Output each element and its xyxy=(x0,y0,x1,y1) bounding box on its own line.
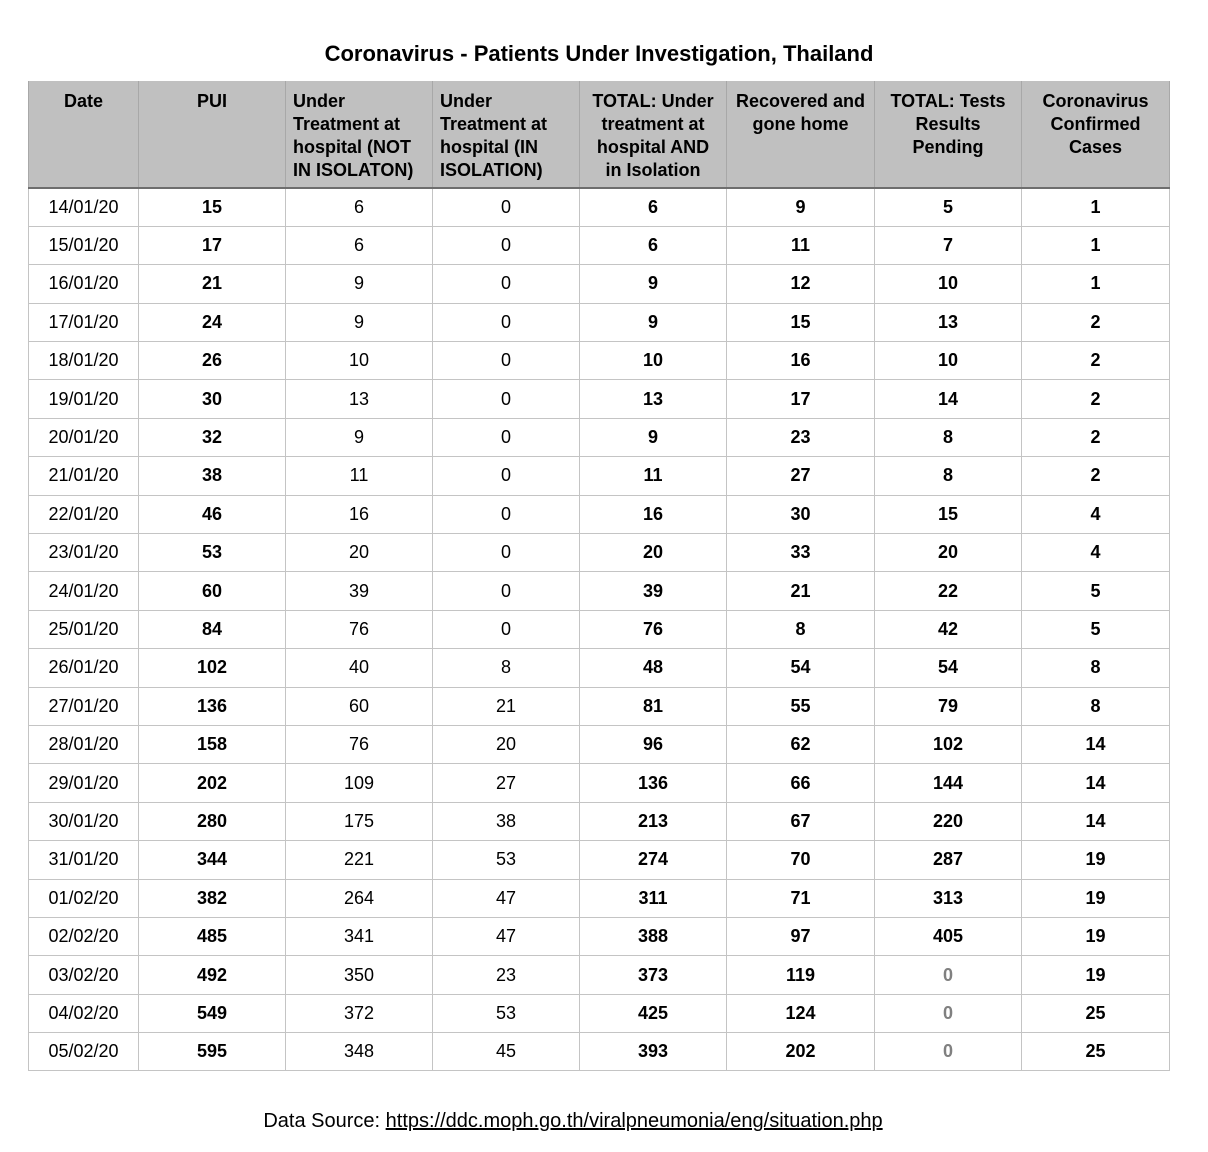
cell-total-treatment: 20 xyxy=(580,534,727,572)
cell-pui: 21 xyxy=(139,265,286,303)
table-row xyxy=(29,649,1170,687)
cell-pending: 144 xyxy=(875,764,1022,802)
cell-confirmed: 2 xyxy=(1022,303,1170,341)
cell-recovered: 12 xyxy=(727,265,875,303)
cell-confirmed: 2 xyxy=(1022,457,1170,495)
column-header-recovered: Recovered and gone home xyxy=(727,81,875,188)
table-row xyxy=(29,495,1170,533)
cell-date: 19/01/20 xyxy=(29,380,139,418)
cell-pui: 485 xyxy=(139,917,286,955)
cell-isolation: 0 xyxy=(433,303,580,341)
cell-pending: 0 xyxy=(875,1033,1022,1071)
cell-not-isolation: 341 xyxy=(286,917,433,955)
cell-total-treatment: 274 xyxy=(580,841,727,879)
cell-isolation: 0 xyxy=(433,495,580,533)
cell-not-isolation: 76 xyxy=(286,725,433,763)
cell-pui: 53 xyxy=(139,534,286,572)
data-source-label: Data Source: xyxy=(263,1110,386,1132)
cell-pui: 595 xyxy=(139,1033,286,1071)
column-header-pending: TOTAL: Tests Results Pending xyxy=(875,81,1022,188)
table-row xyxy=(29,687,1170,725)
cell-recovered: 67 xyxy=(727,802,875,840)
cell-date: 31/01/20 xyxy=(29,841,139,879)
cell-total-treatment: 48 xyxy=(580,649,727,687)
cell-total-treatment: 81 xyxy=(580,687,727,725)
cell-isolation: 0 xyxy=(433,534,580,572)
column-header-isolation: Under Treatment at hospital (IN ISOLATION) xyxy=(433,81,580,188)
cell-confirmed: 2 xyxy=(1022,380,1170,418)
cell-pui: 280 xyxy=(139,802,286,840)
cell-pui: 136 xyxy=(139,687,286,725)
cell-total-treatment: 11 xyxy=(580,457,727,495)
cell-pui: 492 xyxy=(139,956,286,994)
cell-not-isolation: 348 xyxy=(286,1033,433,1071)
cell-confirmed: 8 xyxy=(1022,687,1170,725)
cell-confirmed: 25 xyxy=(1022,1033,1170,1071)
cell-isolation: 0 xyxy=(433,457,580,495)
cell-pui: 102 xyxy=(139,649,286,687)
table-row xyxy=(29,1033,1170,1071)
cell-pending: 0 xyxy=(875,956,1022,994)
cell-isolation: 38 xyxy=(433,802,580,840)
cell-pending: 8 xyxy=(875,457,1022,495)
cell-pui: 46 xyxy=(139,495,286,533)
cell-confirmed: 5 xyxy=(1022,610,1170,648)
cell-total-treatment: 136 xyxy=(580,764,727,802)
cell-pending: 20 xyxy=(875,534,1022,572)
cell-pending: 54 xyxy=(875,649,1022,687)
cell-confirmed: 1 xyxy=(1022,188,1170,226)
data-table xyxy=(28,81,1170,1071)
cell-pending: 220 xyxy=(875,802,1022,840)
cell-pending: 14 xyxy=(875,380,1022,418)
cell-total-treatment: 311 xyxy=(580,879,727,917)
cell-confirmed: 19 xyxy=(1022,879,1170,917)
cell-recovered: 11 xyxy=(727,226,875,264)
cell-not-isolation: 175 xyxy=(286,802,433,840)
cell-not-isolation: 76 xyxy=(286,610,433,648)
cell-recovered: 15 xyxy=(727,303,875,341)
cell-recovered: 119 xyxy=(727,956,875,994)
table-row xyxy=(29,342,1170,380)
cell-total-treatment: 6 xyxy=(580,226,727,264)
cell-isolation: 47 xyxy=(433,879,580,917)
cell-isolation: 27 xyxy=(433,764,580,802)
cell-pending: 15 xyxy=(875,495,1022,533)
cell-recovered: 202 xyxy=(727,1033,875,1071)
cell-total-treatment: 393 xyxy=(580,1033,727,1071)
cell-total-treatment: 9 xyxy=(580,418,727,456)
cell-pui: 60 xyxy=(139,572,286,610)
cell-pending: 10 xyxy=(875,265,1022,303)
cell-total-treatment: 373 xyxy=(580,956,727,994)
table-row xyxy=(29,879,1170,917)
cell-recovered: 16 xyxy=(727,342,875,380)
table-body xyxy=(29,188,1170,1071)
cell-not-isolation: 350 xyxy=(286,956,433,994)
cell-recovered: 8 xyxy=(727,610,875,648)
cell-pui: 26 xyxy=(139,342,286,380)
cell-date: 01/02/20 xyxy=(29,879,139,917)
cell-recovered: 71 xyxy=(727,879,875,917)
cell-not-isolation: 9 xyxy=(286,418,433,456)
cell-pui: 15 xyxy=(139,188,286,226)
cell-not-isolation: 11 xyxy=(286,457,433,495)
cell-not-isolation: 264 xyxy=(286,879,433,917)
cell-total-treatment: 425 xyxy=(580,994,727,1032)
column-header-pui: PUI xyxy=(139,81,286,188)
cell-not-isolation: 109 xyxy=(286,764,433,802)
cell-confirmed: 5 xyxy=(1022,572,1170,610)
cell-confirmed: 19 xyxy=(1022,841,1170,879)
cell-pending: 5 xyxy=(875,188,1022,226)
data-source xyxy=(0,1108,1146,1134)
cell-isolation: 53 xyxy=(433,994,580,1032)
table-row xyxy=(29,534,1170,572)
cell-date: 04/02/20 xyxy=(29,994,139,1032)
table-row xyxy=(29,303,1170,341)
cell-pending: 10 xyxy=(875,342,1022,380)
cell-isolation: 45 xyxy=(433,1033,580,1071)
cell-total-treatment: 6 xyxy=(580,188,727,226)
cell-recovered: 97 xyxy=(727,917,875,955)
cell-date: 22/01/20 xyxy=(29,495,139,533)
cell-total-treatment: 9 xyxy=(580,303,727,341)
table-row xyxy=(29,188,1170,226)
cell-isolation: 0 xyxy=(433,265,580,303)
cell-confirmed: 4 xyxy=(1022,534,1170,572)
cell-pui: 549 xyxy=(139,994,286,1032)
cell-date: 03/02/20 xyxy=(29,956,139,994)
cell-date: 05/02/20 xyxy=(29,1033,139,1071)
cell-not-isolation: 60 xyxy=(286,687,433,725)
cell-pending: 405 xyxy=(875,917,1022,955)
column-header-not-isolation: Under Treatment at hospital (NOT IN ISOLATON) xyxy=(286,81,433,188)
cell-not-isolation: 221 xyxy=(286,841,433,879)
table-row xyxy=(29,917,1170,955)
cell-not-isolation: 10 xyxy=(286,342,433,380)
cell-recovered: 30 xyxy=(727,495,875,533)
table-row xyxy=(29,418,1170,456)
cell-pui: 344 xyxy=(139,841,286,879)
cell-pui: 30 xyxy=(139,380,286,418)
cell-pui: 24 xyxy=(139,303,286,341)
cell-total-treatment: 9 xyxy=(580,265,727,303)
cell-pending: 79 xyxy=(875,687,1022,725)
cell-pui: 202 xyxy=(139,764,286,802)
cell-confirmed: 1 xyxy=(1022,226,1170,264)
cell-not-isolation: 9 xyxy=(286,265,433,303)
table-row xyxy=(29,725,1170,763)
cell-pui: 32 xyxy=(139,418,286,456)
cell-pending: 287 xyxy=(875,841,1022,879)
cell-recovered: 54 xyxy=(727,649,875,687)
cell-date: 21/01/20 xyxy=(29,457,139,495)
column-header-total-treatment: TOTAL: Under treatment at hospital AND in Isolation xyxy=(580,81,727,188)
cell-pui: 382 xyxy=(139,879,286,917)
cell-date: 15/01/20 xyxy=(29,226,139,264)
cell-total-treatment: 10 xyxy=(580,342,727,380)
table-row xyxy=(29,764,1170,802)
cell-pending: 102 xyxy=(875,725,1022,763)
cell-isolation: 0 xyxy=(433,610,580,648)
cell-confirmed: 19 xyxy=(1022,917,1170,955)
cell-date: 02/02/20 xyxy=(29,917,139,955)
cell-pending: 0 xyxy=(875,994,1022,1032)
cell-total-treatment: 13 xyxy=(580,380,727,418)
table-row xyxy=(29,265,1170,303)
cell-date: 14/01/20 xyxy=(29,188,139,226)
cell-confirmed: 1 xyxy=(1022,265,1170,303)
cell-isolation: 21 xyxy=(433,687,580,725)
cell-recovered: 70 xyxy=(727,841,875,879)
cell-confirmed: 2 xyxy=(1022,342,1170,380)
cell-date: 16/01/20 xyxy=(29,265,139,303)
cell-total-treatment: 213 xyxy=(580,802,727,840)
cell-total-treatment: 388 xyxy=(580,917,727,955)
cell-isolation: 47 xyxy=(433,917,580,955)
cell-pending: 22 xyxy=(875,572,1022,610)
cell-date: 18/01/20 xyxy=(29,342,139,380)
cell-not-isolation: 39 xyxy=(286,572,433,610)
cell-date: 28/01/20 xyxy=(29,725,139,763)
cell-confirmed: 4 xyxy=(1022,495,1170,533)
cell-recovered: 21 xyxy=(727,572,875,610)
page-title: Coronavirus - Patients Under Investigation, Thailand xyxy=(324,41,874,66)
cell-confirmed: 19 xyxy=(1022,956,1170,994)
cell-recovered: 66 xyxy=(727,764,875,802)
table-row xyxy=(29,956,1170,994)
cell-recovered: 124 xyxy=(727,994,875,1032)
cell-date: 24/01/20 xyxy=(29,572,139,610)
column-header-date: Date xyxy=(29,81,139,188)
cell-date: 30/01/20 xyxy=(29,802,139,840)
cell-recovered: 62 xyxy=(727,725,875,763)
cell-pending: 13 xyxy=(875,303,1022,341)
cell-isolation: 23 xyxy=(433,956,580,994)
cell-not-isolation: 9 xyxy=(286,303,433,341)
cell-pui: 17 xyxy=(139,226,286,264)
cell-not-isolation: 372 xyxy=(286,994,433,1032)
cell-isolation: 0 xyxy=(433,418,580,456)
cell-recovered: 23 xyxy=(727,418,875,456)
table-row xyxy=(29,572,1170,610)
cell-date: 17/01/20 xyxy=(29,303,139,341)
cell-isolation: 8 xyxy=(433,649,580,687)
cell-pui: 158 xyxy=(139,725,286,763)
cell-isolation: 0 xyxy=(433,188,580,226)
cell-recovered: 27 xyxy=(727,457,875,495)
cell-confirmed: 25 xyxy=(1022,994,1170,1032)
cell-confirmed: 14 xyxy=(1022,725,1170,763)
cell-date: 26/01/20 xyxy=(29,649,139,687)
data-source-link[interactable]: https://ddc.moph.go.th/viralpneumonia/eng/situation.php xyxy=(385,1110,883,1132)
table-row xyxy=(29,457,1170,495)
cell-recovered: 17 xyxy=(727,380,875,418)
table-row xyxy=(29,226,1170,264)
cell-isolation: 0 xyxy=(433,380,580,418)
cell-pending: 7 xyxy=(875,226,1022,264)
cell-isolation: 20 xyxy=(433,725,580,763)
header-row xyxy=(29,81,1170,188)
cell-pending: 8 xyxy=(875,418,1022,456)
cell-not-isolation: 6 xyxy=(286,188,433,226)
cell-not-isolation: 6 xyxy=(286,226,433,264)
cell-date: 23/01/20 xyxy=(29,534,139,572)
cell-date: 25/01/20 xyxy=(29,610,139,648)
cell-isolation: 53 xyxy=(433,841,580,879)
cell-pending: 313 xyxy=(875,879,1022,917)
table-row xyxy=(29,610,1170,648)
cell-isolation: 0 xyxy=(433,342,580,380)
cell-isolation: 0 xyxy=(433,572,580,610)
cell-total-treatment: 76 xyxy=(580,610,727,648)
cell-recovered: 33 xyxy=(727,534,875,572)
cell-not-isolation: 13 xyxy=(286,380,433,418)
cell-not-isolation: 16 xyxy=(286,495,433,533)
cell-isolation: 0 xyxy=(433,226,580,264)
table-row xyxy=(29,802,1170,840)
cell-total-treatment: 39 xyxy=(580,572,727,610)
cell-confirmed: 8 xyxy=(1022,649,1170,687)
cell-pui: 84 xyxy=(139,610,286,648)
column-header-confirmed: Coronavirus Confirmed Cases xyxy=(1022,81,1170,188)
cell-date: 20/01/20 xyxy=(29,418,139,456)
cell-date: 27/01/20 xyxy=(29,687,139,725)
cell-confirmed: 14 xyxy=(1022,764,1170,802)
cell-pending: 42 xyxy=(875,610,1022,648)
table-row xyxy=(29,994,1170,1032)
table-row xyxy=(29,841,1170,879)
cell-total-treatment: 96 xyxy=(580,725,727,763)
cell-pui: 38 xyxy=(139,457,286,495)
cell-not-isolation: 40 xyxy=(286,649,433,687)
cell-not-isolation: 20 xyxy=(286,534,433,572)
cell-recovered: 55 xyxy=(727,687,875,725)
cell-confirmed: 14 xyxy=(1022,802,1170,840)
table-row xyxy=(29,380,1170,418)
cell-confirmed: 2 xyxy=(1022,418,1170,456)
cell-recovered: 9 xyxy=(727,188,875,226)
cell-date: 29/01/20 xyxy=(29,764,139,802)
cell-total-treatment: 16 xyxy=(580,495,727,533)
